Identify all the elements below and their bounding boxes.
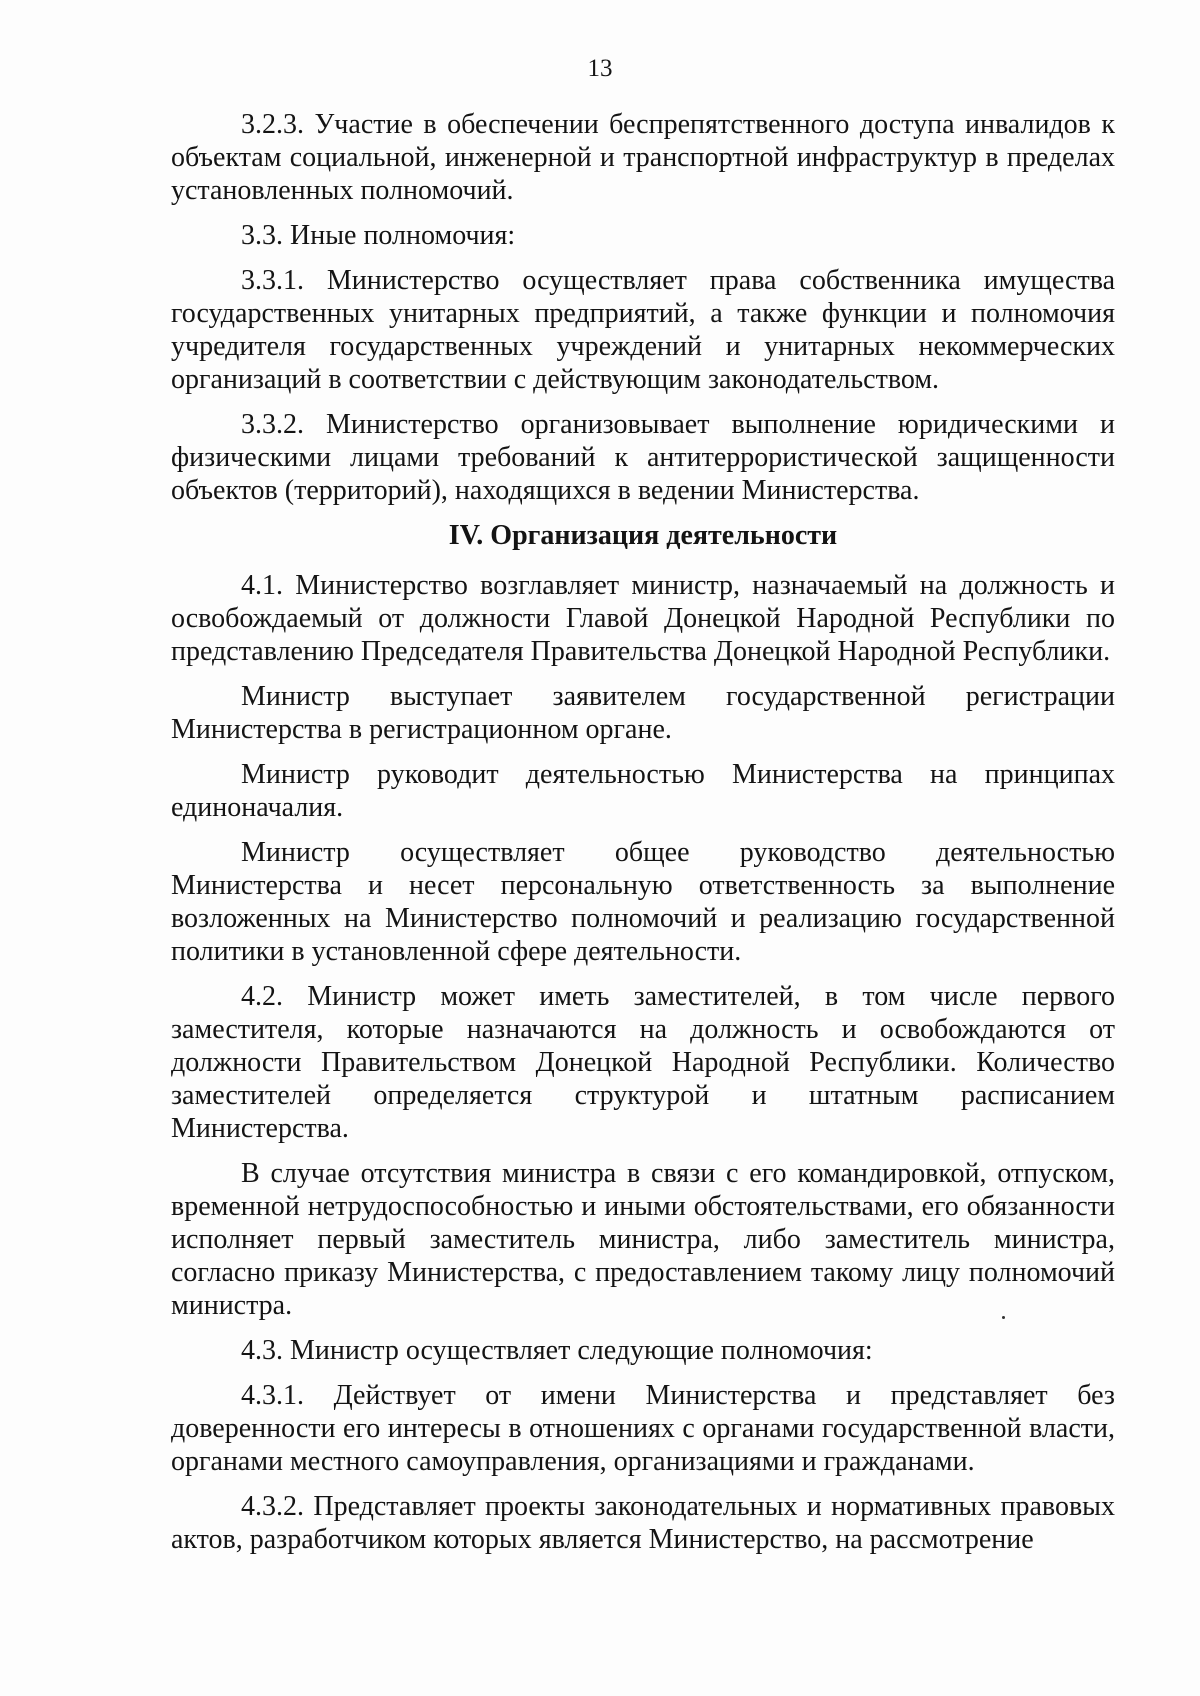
paragraph-4-3-1: 4.3.1. Действует от имени Министерства и представляет без доверенности его интересы в отношениях с органами государственной власти, органами местного самоуправления, организациями и гражданами. bbox=[171, 1380, 1115, 1477]
paragraph-minister-registration: Министр выступает заявителем государственной регистрации Министерства в регистрационном органе. bbox=[171, 681, 1115, 745]
paragraph-4-1: 4.1. Министерство возглавляет министр, назначаемый на должность и освобождаемый от должности Главой Донецкой Народной Республики по представлению Председателя Правительства Донецкой Народной Республики. bbox=[171, 570, 1115, 667]
paragraph-3-2-3: 3.2.3. Участие в обеспечении беспрепятственного доступа инвалидов к объектам социальной, инженерной и транспортной инфраструктур в пределах установленных полномочий. bbox=[171, 109, 1115, 206]
paragraph-minister-leadership: Министр руководит деятельностью Министерства на принципах единоначалия. bbox=[171, 759, 1115, 823]
page-number: 13 bbox=[587, 55, 613, 82]
document-body bbox=[171, 108, 1115, 1568]
paragraph-4-2: 4.2. Министр может иметь заместителей, в том числе первого заместителя, которые назначаются на должность и освобождаются от должности Правительством Донецкой Народной Республики. Количество заместителей определяется структурой и штатным расписанием Министерства. bbox=[171, 981, 1115, 1144]
paragraph-3-3-2: 3.3.2. Министерство организовывает выполнение юридическими и физическими лицами требований к антитеррористической защищенности объектов (территорий), находящихся в ведении Министерства. bbox=[171, 409, 1115, 506]
paragraph-absence: В случае отсутствия министра в связи с его командировкой, отпуском, временной нетрудоспособностью и иными обстоятельствами, его обязанности исполняет первый заместитель министра, либо заместитель министра, согласно приказу Министерства, с предоставлением такому лицу полномочий министра. bbox=[171, 1158, 1115, 1321]
paragraph-3-3: 3.3. Иные полномочия: bbox=[241, 220, 516, 251]
paragraph-4-3-2: 4.3.2. Представляет проекты законодательных и нормативных правовых актов, разработчиком которых является Министерство, на рассмотрение bbox=[171, 1491, 1115, 1555]
scan-speck bbox=[1002, 1316, 1005, 1319]
paragraph-4-3: 4.3. Министр осуществляет следующие полномочия: bbox=[241, 1335, 873, 1366]
section-heading: IV. Организация деятельности bbox=[448, 520, 838, 551]
paragraph-minister-responsibility: Министр осуществляет общее руководство деятельностью Министерства и несет персональную ответственность за выполнение возложенных на Министерство полномочий и реализацию государственной политики в установленной сфере деятельности. bbox=[171, 837, 1115, 967]
paragraph-3-3-1: 3.3.1. Министерство осуществляет права собственника имущества государственных унитарных предприятий, а также функции и полномочия учредителя государственных учреждений и унитарных некоммерческих организаций в соответствии с действующим законодательством. bbox=[171, 265, 1115, 395]
